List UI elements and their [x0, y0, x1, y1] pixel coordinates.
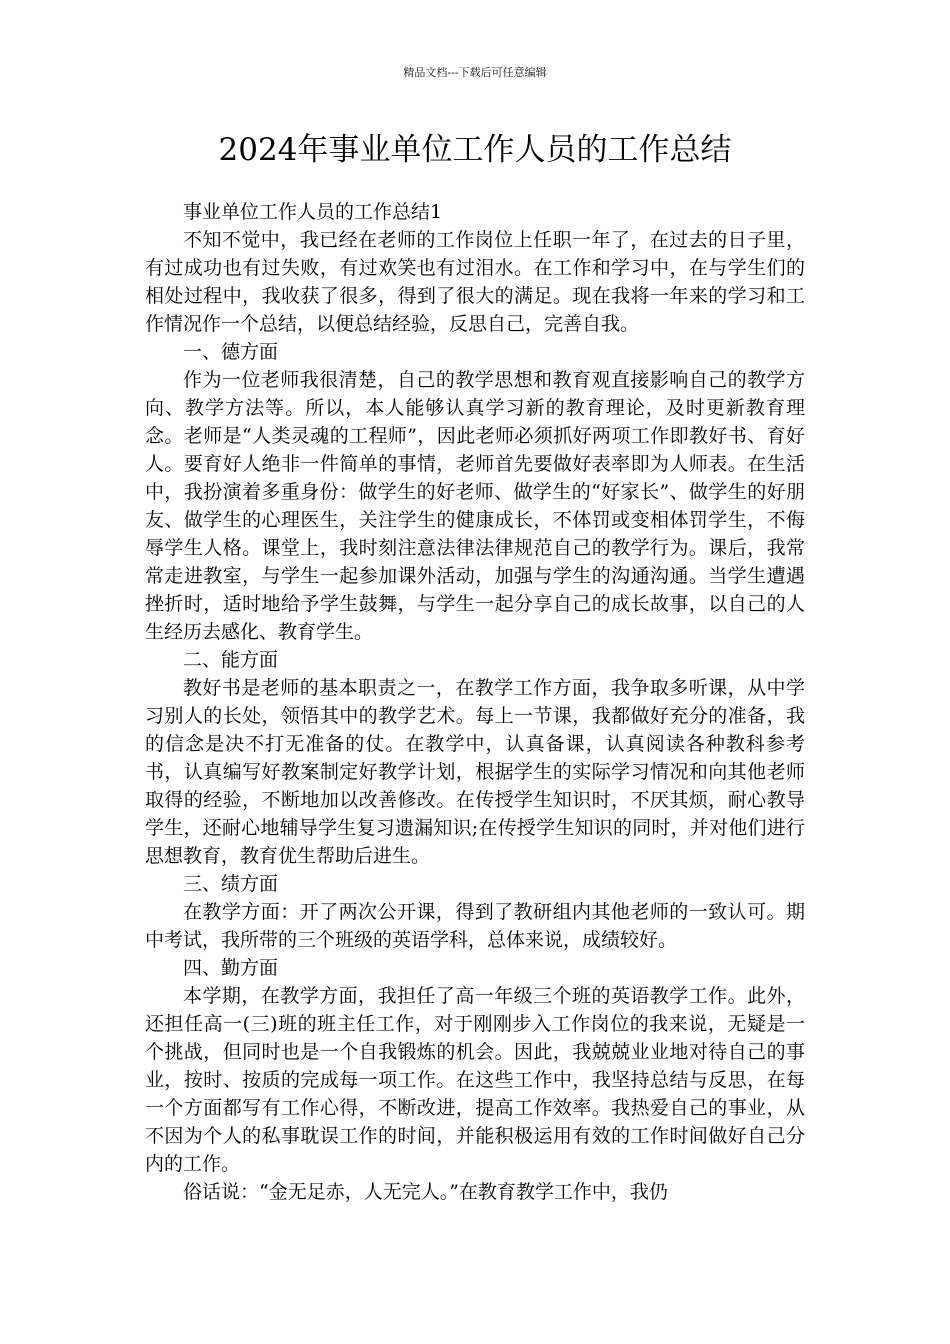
paragraph: 不知不觉中，我已经在老师的工作岗位上任职一年了，在过去的日子里，有过成功也有过失败，有过欢笑也有过泪水。在工作和学习中，在与学生们的相处过程中，我收获了很多，得到了很大的满足。现在我将一年来的学习和工作情况作一个总结，以便总结经验，反思自己，完善自我。 — [145, 229, 805, 335]
section-heading: 四、勤方面 — [183, 957, 279, 979]
section-heading: 一、德方面 — [183, 341, 279, 363]
page-header: 精品文档---下载后可任意编辑 — [403, 66, 547, 79]
paragraph: 在教学方面：开了两次公开课，得到了教研组内其他老师的一致认可。期中考试，我所带的三个班级的英语学科，总体来说，成绩较好。 — [145, 901, 805, 951]
document-body — [145, 198, 805, 1206]
paragraph: 作为一位老师我很清楚，自己的教学思想和教育观直接影响自己的教学方向、教学方法等。所以，本人能够认真学习新的教育理论，及时更新教育理念。老师是“人类灵魂的工程师”，因此老师必须抓好两项工作即教好书、育好人。要育好人绝非一件简单的事情，老师首先要做好表率即为人师表。在生活中，我扮演着多重身份：做学生的好老师、做学生的“好家长”、做学生的好朋友、做学生的心理医生，关注学生的健康成长，不体罚或变相体罚学生，不侮辱学生人格。课堂上，我时刻注意法律法律规范自己的教学行为。课后，我常常走进教室，与学生一起参加课外活动，加强与学生的沟通沟通。当学生遭遇挫折时，适时地给予学生鼓舞，与学生一起分享自己的成长故事，以自己的人生经历去感化、教育学生。 — [145, 369, 805, 643]
paragraph: 本学期，在教学方面，我担任了高一年级三个班的英语教学工作。此外，还担任高一(三)班的班主任工作，对于刚刚步入工作岗位的我来说，无疑是一个挑战，但同时也是一个自我锻炼的机会。因此，我兢兢业业地对待自己的事业，按时、按质的完成每一项工作。在这些工作中，我坚持总结与反思，在每一个方面都写有工作心得，不断改进，提高工作效率。我热爱自己的事业，从不因为个人的私事耽误工作的时间，并能积极运用有效的工作时间做好自己分内的工作。 — [145, 985, 805, 1175]
paragraph: 俗话说：“金无足赤，人无完人。”在教育教学工作中，我仍 — [183, 1181, 668, 1203]
document-title: 2024年事业单位工作人员的工作总结 — [218, 132, 732, 168]
section-heading: 二、能方面 — [183, 649, 279, 671]
section-heading: 三、绩方面 — [183, 873, 279, 895]
paragraph: 教好书是老师的基本职责之一，在教学工作方面，我争取多听课，从中学习别人的长处，领悟其中的教学艺术。每上一节课，我都做好充分的准备，我的信念是决不打无准备的仗。在教学中，认真备课，认真阅读各种教科参考书，认真编写好教案制定好教学计划，根据学生的实际学习情况和向其他老师取得的经验，不断地加以改善修改。在传授学生知识时，不厌其烦，耐心教导学生，还耐心地辅导学生复习遗漏知识;在传授学生知识的同时，并对他们进行思想教育，教育优生帮助后进生。 — [145, 677, 805, 867]
section-heading: 事业单位工作人员的工作总结1 — [183, 201, 443, 223]
